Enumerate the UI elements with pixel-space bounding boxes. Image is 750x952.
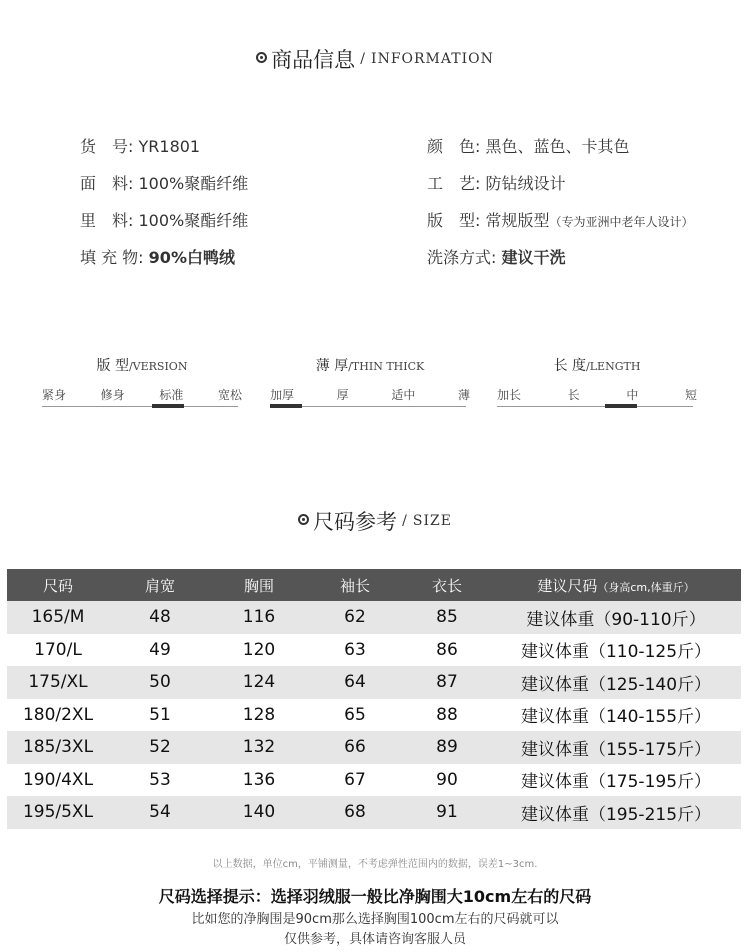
- table-cell: 190/4XL: [7, 764, 109, 797]
- tip-line-1: 比如您的净胸围是90cm那么选择胸围100cm左右的尺码就可以: [191, 912, 559, 927]
- table-row: [7, 634, 741, 667]
- info-item-color: 颜 色: 黑色、蓝色、卡其色: [427, 137, 630, 156]
- table-cell: 48: [109, 601, 211, 634]
- table-cell: 89: [403, 731, 491, 764]
- table-cell: 116: [211, 601, 307, 634]
- table-cell: 建议体重（90-110斤）: [491, 601, 741, 634]
- table-cell: 建议体重（110-125斤）: [491, 634, 741, 667]
- table-cell: 50: [109, 666, 211, 699]
- table-cell: 120: [211, 634, 307, 667]
- table-cell: 66: [307, 731, 403, 764]
- table-cell: 87: [403, 666, 491, 699]
- header-length: 衣长: [403, 569, 491, 601]
- tip-headline: 尺码选择提示：选择羽绒服一般比净胸围大10cm左右的尺码: [158, 887, 592, 906]
- table-cell: 建议体重（140-155斤）: [491, 699, 741, 732]
- header-chest: 胸围: [211, 569, 307, 601]
- table-row: [7, 796, 741, 829]
- scale-length: 长 度/LENGTH 加长 长 中 短: [497, 355, 697, 375]
- table-cell: 51: [109, 699, 211, 732]
- table-cell: 建议体重（195-215斤）: [491, 796, 741, 829]
- table-cell: 195/5XL: [7, 796, 109, 829]
- table-cell: 124: [211, 666, 307, 699]
- table-cell: 63: [307, 634, 403, 667]
- info-item-lining: 里 料: 100%聚酯纤维: [80, 211, 249, 230]
- measurement-footnote: 以上数据，单位cm，平铺测量，不考虑弹性范围内的数据，误差1~3cm.: [212, 859, 538, 870]
- table-cell: 128: [211, 699, 307, 732]
- table-cell: 49: [109, 634, 211, 667]
- table-cell: 建议体重（175-195斤）: [491, 764, 741, 797]
- header-size: 尺码: [7, 569, 109, 601]
- table-row: [7, 601, 741, 634]
- table-row: [7, 699, 741, 732]
- circle-bullet-icon: [256, 52, 267, 63]
- header-sleeve: 袖长: [307, 569, 403, 601]
- info-section-title: 商品信息 / INFORMATION: [0, 44, 750, 74]
- table-cell: 88: [403, 699, 491, 732]
- table-cell: 165/M: [7, 601, 109, 634]
- table-cell: 53: [109, 764, 211, 797]
- table-cell: 85: [403, 601, 491, 634]
- table-cell: 建议体重（155-175斤）: [491, 731, 741, 764]
- table-cell: 54: [109, 796, 211, 829]
- table-row: [7, 764, 741, 797]
- table-cell: 67: [307, 764, 403, 797]
- scale-selected-marker: [605, 404, 637, 408]
- scale-line: [497, 406, 693, 407]
- size-table: [7, 569, 741, 829]
- table-cell: 140: [211, 796, 307, 829]
- table-cell: 86: [403, 634, 491, 667]
- table-cell: 65: [307, 699, 403, 732]
- info-item-item-no: 货 号: YR1801: [80, 137, 201, 156]
- table-row: [7, 731, 741, 764]
- info-item-fit: 版 型: 常规版型（专为亚洲中老年人设计）: [427, 211, 694, 230]
- scale-selected-marker: [270, 404, 302, 408]
- header-shoulder: 肩宽: [109, 569, 211, 601]
- table-cell: 170/L: [7, 634, 109, 667]
- table-cell: 132: [211, 731, 307, 764]
- scale-version: 版 型/VERSION 紧身 修身 标准 宽松: [42, 355, 242, 375]
- table-cell: 175/XL: [7, 666, 109, 699]
- info-item-filling: 填 充 物: 90%白鸭绒: [80, 248, 235, 267]
- table-cell: 180/2XL: [7, 699, 109, 732]
- table-cell: 91: [403, 796, 491, 829]
- scale-line: [42, 406, 238, 407]
- info-item-washing: 洗涤方式: 建议干洗: [427, 248, 566, 267]
- table-cell: 185/3XL: [7, 731, 109, 764]
- table-cell: 建议体重（125-140斤）: [491, 666, 741, 699]
- table-cell: 62: [307, 601, 403, 634]
- info-item-craft: 工 艺: 防钻绒设计: [427, 174, 566, 193]
- scale-selected-marker: [152, 404, 184, 408]
- table-cell: 90: [403, 764, 491, 797]
- table-cell: 64: [307, 666, 403, 699]
- circle-bullet-icon: [298, 514, 309, 525]
- table-cell: 52: [109, 731, 211, 764]
- table-header-row: [7, 569, 741, 601]
- scale-thickness: 薄 厚/THIN THICK 加厚 厚 适中 薄: [270, 355, 470, 375]
- tip-line-2: 仅供参考，具体请咨询客服人员: [283, 932, 466, 947]
- table-cell: 68: [307, 796, 403, 829]
- table-cell: 136: [211, 764, 307, 797]
- size-section-title: 尺码参考 / SIZE: [0, 506, 750, 536]
- table-row: [7, 666, 741, 699]
- header-recommend: 建议尺码（身高cm,体重斤）: [491, 569, 741, 601]
- info-item-fabric: 面 料: 100%聚酯纤维: [80, 174, 249, 193]
